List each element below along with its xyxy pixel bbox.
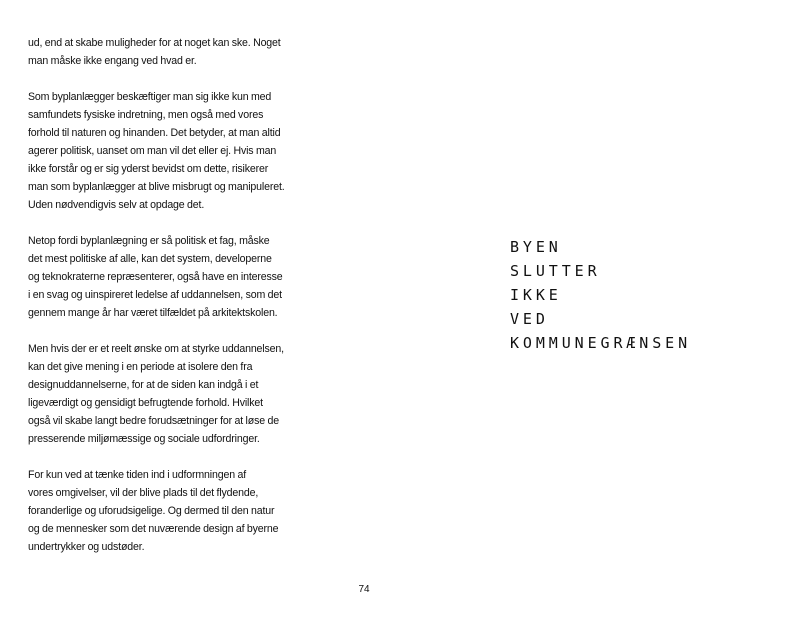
text-line: i en svag og uinspireret ledelse af uddannelsen, som det	[28, 289, 282, 301]
text-line: samfundets fysiske indretning, men også med vores	[28, 109, 264, 121]
headline-line: SLUTTER	[510, 262, 601, 280]
left-page-body-text	[28, 34, 293, 574]
text-line: ikke forstår og er sig yderst bevidst om dette, risikerer	[28, 163, 269, 175]
headline-line: IKKE	[510, 286, 562, 304]
paragraph-5	[28, 466, 293, 556]
text-line: man som byplanlægger at blive misbrugt og manipuleret.	[28, 181, 285, 193]
text-line: designuddannelserne, for at de siden kan indgå i et	[28, 379, 259, 391]
paragraph-2	[28, 88, 293, 214]
text-line: det mest politiske af alle, kan det system, developerne	[28, 253, 272, 265]
right-page-headline	[510, 235, 691, 355]
headline-line: KOMMUNEGRÆNSEN	[510, 334, 692, 352]
text-line: og teknokraterne repræsenterer, også have en interesse	[28, 271, 283, 283]
paragraph-4	[28, 340, 293, 448]
text-line: gennem mange år har været tilfældet på arkitektskolen.	[28, 307, 278, 319]
text-line: også vil skabe langt bedre forudsætninger for at løse de	[28, 415, 279, 427]
text-line: ud, end at skabe muligheder for at noget kan ske. Noget	[28, 37, 281, 49]
text-line: og de mennesker som det nuværende design af byerne	[28, 523, 279, 535]
text-line: foranderlige og uforudsigelige. Og dermed til den natur	[28, 505, 275, 517]
text-line: forhold til naturen og hinanden. Det betyder, at man altid	[28, 127, 281, 139]
text-line: man måske ikke engang ved hvad er.	[28, 55, 197, 67]
text-line: kan det give mening i en periode at isolere den fra	[28, 361, 253, 373]
text-line: ligeværdigt og gensidigt befrugtende forhold. Hvilket	[28, 397, 263, 409]
text-line: Uden nødvendigvis selv at opdage det.	[28, 199, 205, 211]
text-line: Netop fordi byplanlægning er så politisk et fag, måske	[28, 235, 270, 247]
text-line: presserende miljømæssige og sociale udfordringer.	[28, 433, 260, 445]
paragraph-3	[28, 232, 293, 322]
text-line: Men hvis der er et reelt ønske om at styrke uddannelsen,	[28, 343, 284, 355]
text-line: agerer politisk, uanset om man vil det eller ej. Hvis man	[28, 145, 277, 157]
headline-line: BYEN	[510, 238, 562, 256]
paragraph-1	[28, 34, 293, 70]
headline-line: VED	[510, 310, 549, 328]
text-line: undertrykker og udstøder.	[28, 541, 145, 553]
text-line: vores omgivelser, vil der blive plads til det flydende,	[28, 487, 259, 499]
text-line: For kun ved at tænke tiden ind i udformningen af	[28, 469, 247, 481]
text-line: Som byplanlægger beskæftiger man sig ikke kun med	[28, 91, 272, 103]
page-number: 74	[358, 584, 370, 595]
